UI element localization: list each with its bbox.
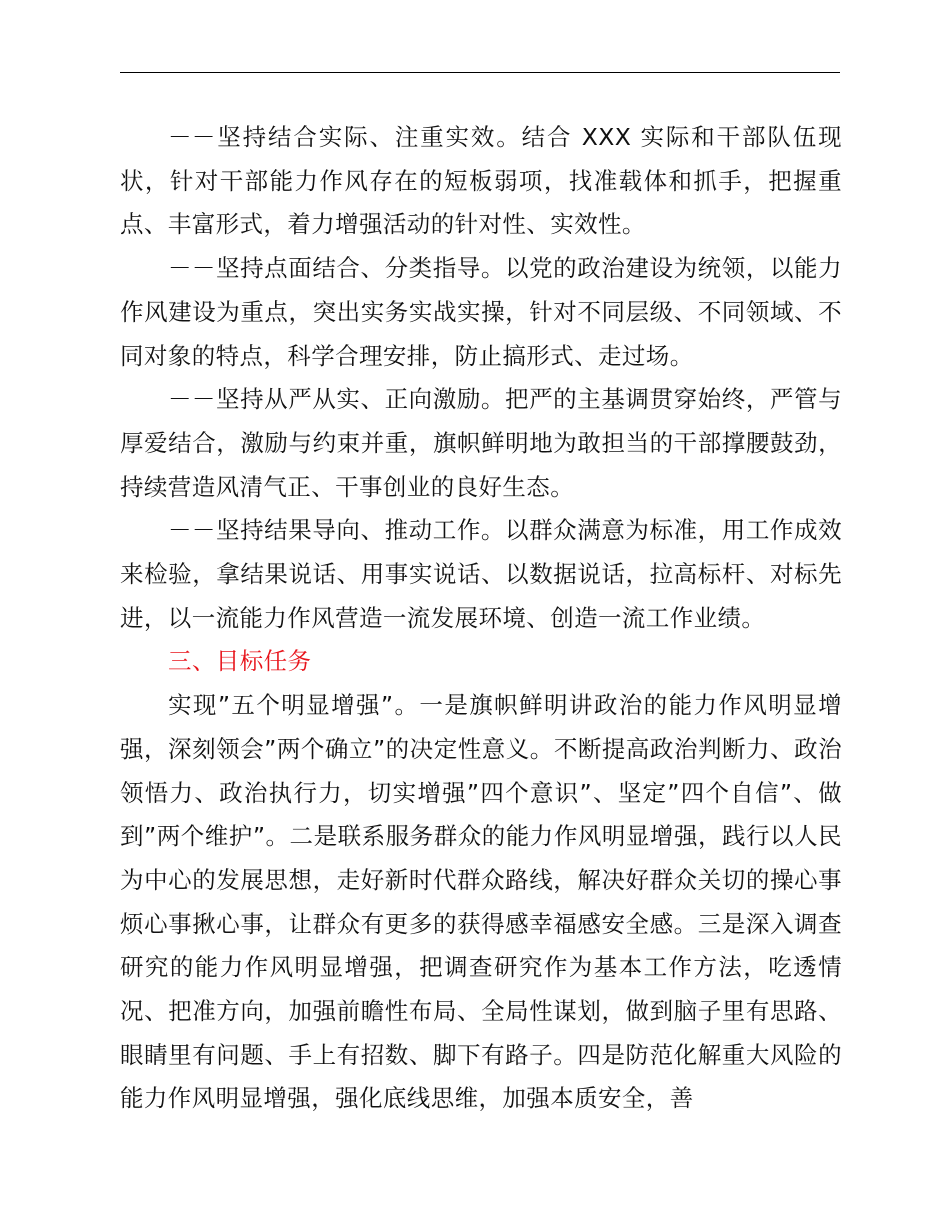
paragraph-principle-results: －－坚持结果导向、推动工作。以群众满意为标准，用工作成效来检验，拿结果说话、用事实说话、以数据说话，拉高标杆、对标先进，以一流能力作风营造一流发展环境、创造一流工作业绩。 [120,516,842,632]
paragraph-principle-practical: －－坚持结合实际、注重实效。结合 XXX 实际和干部队伍现状，针对干部能力作风存在的短板弱项，找准载体和抓手，把握重点、丰富形式，着力增强活动的针对性、实效性。 [120,123,842,239]
header-rule [120,72,840,73]
section-heading: 三、目标任务 [168,647,312,676]
paragraph-principle-strict: －－坚持从严从实、正向激励。把严的主基调贯穿始终，严管与厚爱结合，激励与约束并重，旗帜鲜明地为敢担当的干部撑腰鼓劲，持续营造风清气正、干事创业的良好生态。 [120,385,842,501]
document-body [120,116,842,1121]
paragraph-goals: 实现”五个明显增强”。一是旗帜鲜明讲政治的能力作风明显增强，深刻领会”两个确立”的决定性意义。不断提高政治判断力、政治领悟力、政治执行力，切实增强”四个意识”、坚定”四个自信”、做到”两个维护”。二是联系服务群众的能力作风明显增强，践行以人民为中心的发展思想，走好新时代群众路线，解决好群众关切的操心事烦心事揪心事，让群众有更多的获得感幸福感安全感。三是深入调查研究的能力作风明显增强，把调查研究作为基本工作方法，吃透情况、把准方向，加强前瞻性布局、全局性谋划，做到脑子里有思路、眼睛里有问题、手上有招数、脚下有路子。四是防范化解重大风险的能力作风明显增强，强化底线思维，加强本质安全，善 [120,691,842,1113]
paragraph-principle-classified: －－坚持点面结合、分类指导。以党的政治建设为统领，以能力作风建设为重点，突出实务实战实操，针对不同层级、不同领域、不同对象的特点，科学合理安排，防止搞形式、走过场。 [120,254,842,370]
